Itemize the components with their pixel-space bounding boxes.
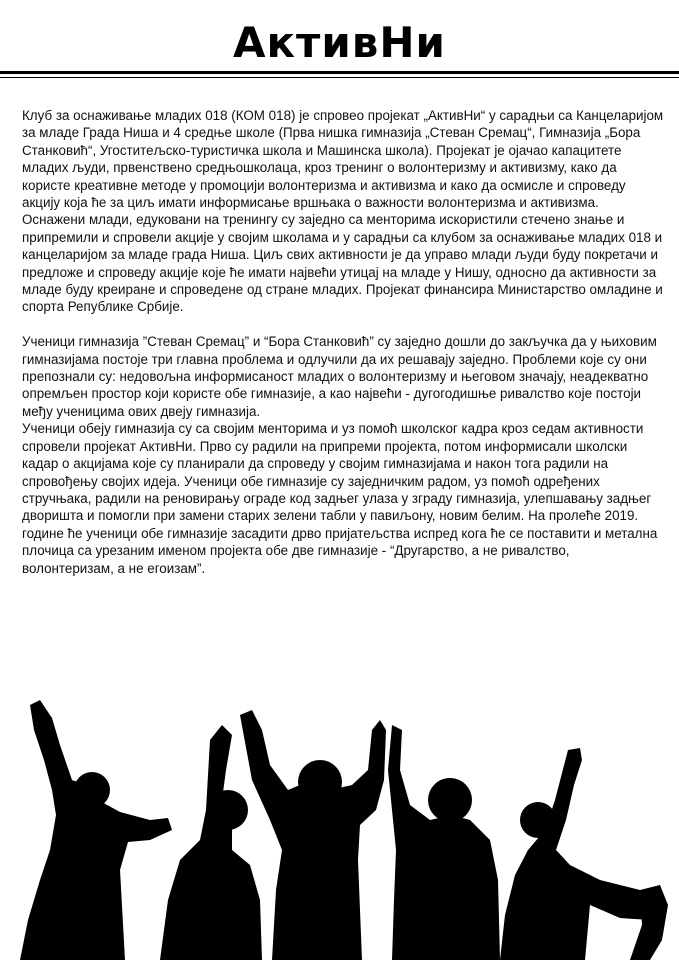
article-body xyxy=(22,107,664,577)
paragraph-problems: Ученици гимназија ”Стеван Сремац” и “Бора Станковић” су заједно дошли до закључка да у њиховим гимназијама постоје три главна проблема и одлучили да их решавају заједно. Проблеми које су они препознали су: недовољна информисаност младих о волонтеризму и његовом значају, неадекватно опремљен простор који користе обе гимназије, а као највећи - дугогодишње ривалство које постоји међу ученицима ових двеју гимназија. xyxy=(22,334,657,419)
paragraph-intro: Клуб за оснаживање младих 018 (КОМ 018) је спровео пројекат „АктивНи“ у сарадњи са Канцеларијом за младе Града Ниша и 4 средње школе (Прва нишка гимназија „Стеван Сремац“, Гимназија „Бора Станковић“, Угоститељско-туристичка школа и Машинска школа). Пројекат је ојачао капацитете младих људи, првенствено средњошколаца, кроз тренинг о волонтеризму и активизму, како да користе креативне методе у промоцији волонтеризма и активизма и како да осмисле и спроведу акцију која ће за циљ имати информисање вршњака о важности волонтеризма и активизма. Оснажени млади, едуковани на тренингу су заједно са менторима искористили стечено знање и припремили и спровели акције у својим школама и у сарадњи са клубом за оснаживање младих 018 и канцеларијом за младе града Ниша. Циљ свих активности је да управо млади људи буду покретачи и предложе и спроведу акције које ће имати највећи утицај на младе у Нишу, односно да активности за младе буду креиране и спроведене од стране младих. Пројекат финансира Министарство омладине и спорта Републике Србије. xyxy=(22,108,664,315)
page-title: АктивНи xyxy=(233,18,446,67)
paragraph-activities: Ученици обеју гимназија су са својим менторима и уз помоћ школског кадра кроз седам активности спровели пројекат АктивНи. Прво су радили на припреми пројекта, потом информисали школски кадар о акцијама које су планирали да спроведу у својим гимназијама и након тога радили на спровођењу својих идеја. Ученици обе гимназије су заједничким радом, уз помоћ одређених стручњака, радили на реновирању ограде код задњег улаза у зграду гимназија, улепшавању задњег дворишта и помогли при замени старих зелени табли у павиљону, новим белим. На пролеће 2019. године ће ученици обе гимназије засадити дрво пријатељства испред кога ће се поставити и метална плочица са урезаним именом пројекта обе две гимназије - “Другарство, а не ривалство, волонтеризам, а не егоизам”. xyxy=(22,421,658,576)
cheering-people-silhouette-icon xyxy=(0,690,679,960)
title-rule-thin xyxy=(0,77,679,78)
title-rule-thick xyxy=(0,71,679,74)
